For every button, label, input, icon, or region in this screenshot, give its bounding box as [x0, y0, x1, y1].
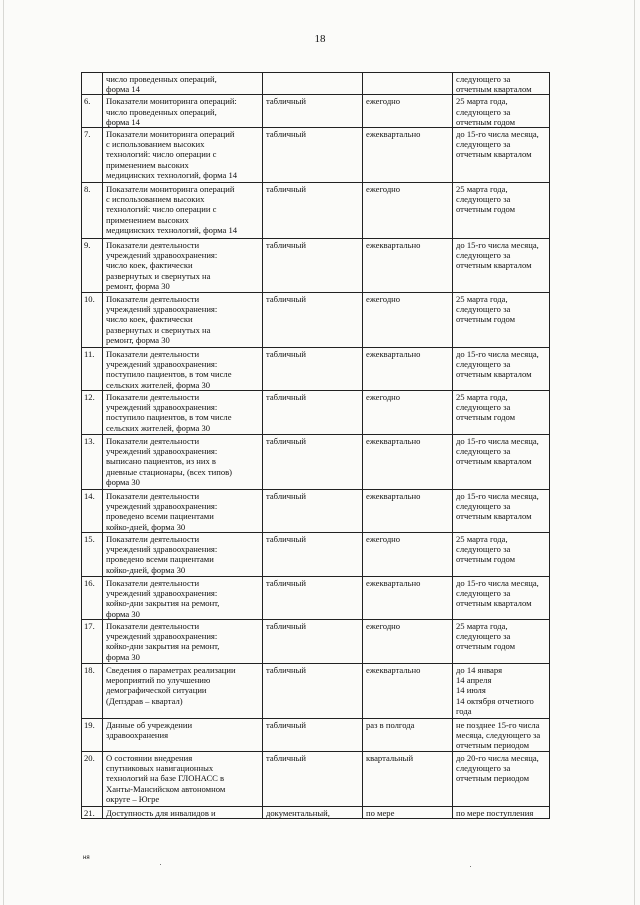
row-number-cell: 13.	[82, 435, 103, 490]
row-number-cell: 20.	[82, 752, 103, 807]
table-row	[82, 664, 550, 719]
form-type-cell: табличный	[263, 95, 363, 128]
form-type-cell: табличный	[263, 239, 363, 293]
form-type-cell: табличный	[263, 391, 363, 435]
deadline-cell: 25 марта года, следующего за отчетным годом	[453, 620, 550, 664]
periodicity-cell: ежегодно	[363, 293, 453, 348]
form-type-cell: документальный,	[263, 807, 363, 819]
periodicity-cell: ежегодно	[363, 533, 453, 577]
periodicity-cell: ежегодно	[363, 391, 453, 435]
deadline-cell: не позднее 15-го числа месяца, следующего за отчетным периодом	[453, 719, 550, 752]
form-type-cell: табличный	[263, 620, 363, 664]
table-row	[82, 95, 550, 128]
deadline-cell: 25 марта года, следующего за отчетным годом	[453, 183, 550, 239]
form-type-cell: табличный	[263, 719, 363, 752]
periodicity-cell: ежеквартально	[363, 435, 453, 490]
deadline-cell: 25 марта года, следующего за отчетным годом	[453, 95, 550, 128]
deadline-cell: до 20-го числа месяца, следующего за отчетным периодом	[453, 752, 550, 807]
periodicity-cell: раз в полгода	[363, 719, 453, 752]
periodicity-cell: ежеквартально	[363, 490, 453, 533]
footer-mark: ня	[83, 855, 90, 861]
indicator-name-cell: Показатели деятельности учреждений здравоохранения: число коек, фактически развернутых и свернутых на ремонт, форма 30	[103, 239, 263, 293]
row-number-cell: 15.	[82, 533, 103, 577]
table-row	[82, 348, 550, 391]
deadline-cell: до 15-го числа месяца, следующего за отчетным кварталом	[453, 239, 550, 293]
deadline-cell: до 14 января 14 апреля 14 июля 14 октября отчетного года	[453, 664, 550, 719]
row-number-cell: 10.	[82, 293, 103, 348]
row-number-cell: 19.	[82, 719, 103, 752]
deadline-cell: следующего за отчетным кварталом	[453, 73, 550, 95]
deadline-cell: до 15-го числа месяца, следующего за отчетным кварталом	[453, 490, 550, 533]
table-row	[82, 577, 550, 620]
table-row	[82, 391, 550, 435]
row-number-cell: 16.	[82, 577, 103, 620]
periodicity-cell: квартальный	[363, 752, 453, 807]
deadline-cell: по мере поступления	[453, 807, 550, 819]
form-type-cell: табличный	[263, 293, 363, 348]
periodicity-cell: ежегодно	[363, 183, 453, 239]
row-number-cell: 21.	[82, 807, 103, 819]
row-number-cell: 12.	[82, 391, 103, 435]
indicator-name-cell: Показатели мониторинга операций: число проведенных операций, форма 14	[103, 95, 263, 128]
row-number-cell: 7.	[82, 128, 103, 183]
row-number-cell: 14.	[82, 490, 103, 533]
form-type-cell: табличный	[263, 533, 363, 577]
indicator-name-cell: О состоянии внедрения спутниковых навигационных технологий на базе ГЛОНАСС в Ханты-Мансийском автономном округе – Югре	[103, 752, 263, 807]
indicator-name-cell: Показатели деятельности учреждений здравоохранения: проведено всеми пациентами койко-дней, форма 30	[103, 490, 263, 533]
indicator-name-cell: Показатели деятельности учреждений здравоохранения: число коек, фактически развернутых и свернутых на ремонт, форма 30	[103, 293, 263, 348]
row-number-cell	[82, 73, 103, 95]
table-row	[82, 239, 550, 293]
indicator-name-cell: Показатели деятельности учреждений здравоохранения: поступило пациентов, в том числе сельских жителей, форма 30	[103, 391, 263, 435]
periodicity-cell: ежеквартально	[363, 664, 453, 719]
row-number-cell: 6.	[82, 95, 103, 128]
table-row	[82, 807, 550, 819]
table-row	[82, 490, 550, 533]
periodicity-cell: ежеквартально	[363, 577, 453, 620]
periodicity-cell: ежеквартально	[363, 239, 453, 293]
table-row	[82, 435, 550, 490]
table-row	[82, 620, 550, 664]
form-type-cell: табличный	[263, 490, 363, 533]
indicator-name-cell: Сведения о параметрах реализации мероприятий по улучшению демографической ситуации (Депздрав – квартал)	[103, 664, 263, 719]
row-number-cell: 18.	[82, 664, 103, 719]
table-row	[82, 183, 550, 239]
deadline-cell: до 15-го числа месяца, следующего за отчетным кварталом	[453, 348, 550, 391]
form-type-cell: табличный	[263, 128, 363, 183]
row-number-cell: 8.	[82, 183, 103, 239]
indicator-name-cell: Показатели деятельности учреждений здравоохранения: поступило пациентов, в том числе сельских жителей, форма 30	[103, 348, 263, 391]
table-row	[82, 128, 550, 183]
form-type-cell: табличный	[263, 348, 363, 391]
deadline-cell: до 15-го числа месяца, следующего за отчетным кварталом	[453, 435, 550, 490]
indicator-name-cell: Показатели деятельности учреждений здравоохранения: койко-дни закрытия на ремонт, форма 30	[103, 620, 263, 664]
form-type-cell: табличный	[263, 435, 363, 490]
row-number-cell: 17.	[82, 620, 103, 664]
periodicity-cell: по мере	[363, 807, 453, 819]
deadline-cell: 25 марта года, следующего за отчетным годом	[453, 533, 550, 577]
form-type-cell: табличный	[263, 577, 363, 620]
scan-speck	[470, 866, 471, 867]
table-row	[82, 293, 550, 348]
row-number-cell: 11.	[82, 348, 103, 391]
report-table	[81, 72, 550, 819]
table-row	[82, 719, 550, 752]
periodicity-cell: ежеквартально	[363, 128, 453, 183]
periodicity-cell: ежеквартально	[363, 348, 453, 391]
periodicity-cell: ежегодно	[363, 620, 453, 664]
indicator-name-cell: Показатели мониторинга операций с использованием высоких технологий: число операции с применением высоких медицинских технологий, форма 14	[103, 183, 263, 239]
page-number: 18	[314, 33, 326, 45]
indicator-name-cell: число проведенных операций, форма 14	[103, 73, 263, 95]
scan-edge-right	[634, 0, 635, 905]
deadline-cell: 25 марта года, следующего за отчетным годом	[453, 391, 550, 435]
table-row	[82, 73, 550, 95]
indicator-name-cell: Данные об учреждении здравоохранения	[103, 719, 263, 752]
deadline-cell: до 15-го числа месяца, следующего за отчетным кварталом	[453, 128, 550, 183]
deadline-cell: 25 марта года, следующего за отчетным годом	[453, 293, 550, 348]
indicator-name-cell: Показатели деятельности учреждений здравоохранения: выписано пациентов, из них в дневные стационары, (всех типов) форма 30	[103, 435, 263, 490]
periodicity-cell: ежегодно	[363, 95, 453, 128]
table-row	[82, 752, 550, 807]
row-number-cell: 9.	[82, 239, 103, 293]
form-type-cell: табличный	[263, 664, 363, 719]
indicator-name-cell: Доступность для инвалидов и	[103, 807, 263, 819]
form-type-cell: табличный	[263, 183, 363, 239]
form-type-cell	[263, 73, 363, 95]
scan-edge-left	[3, 0, 4, 905]
table-row	[82, 533, 550, 577]
deadline-cell: до 15-го числа месяца, следующего за отчетным кварталом	[453, 577, 550, 620]
scan-speck	[160, 864, 161, 865]
indicator-name-cell: Показатели мониторинга операций с использованием высоких технологий: число операции с применением высоких медицинских технологий, форма 14	[103, 128, 263, 183]
form-type-cell: табличный	[263, 752, 363, 807]
indicator-name-cell: Показатели деятельности учреждений здравоохранения: койко-дни закрытия на ремонт, форма 30	[103, 577, 263, 620]
indicator-name-cell: Показатели деятельности учреждений здравоохранения: проведено всеми пациентами койко-дней, форма 30	[103, 533, 263, 577]
periodicity-cell	[363, 73, 453, 95]
